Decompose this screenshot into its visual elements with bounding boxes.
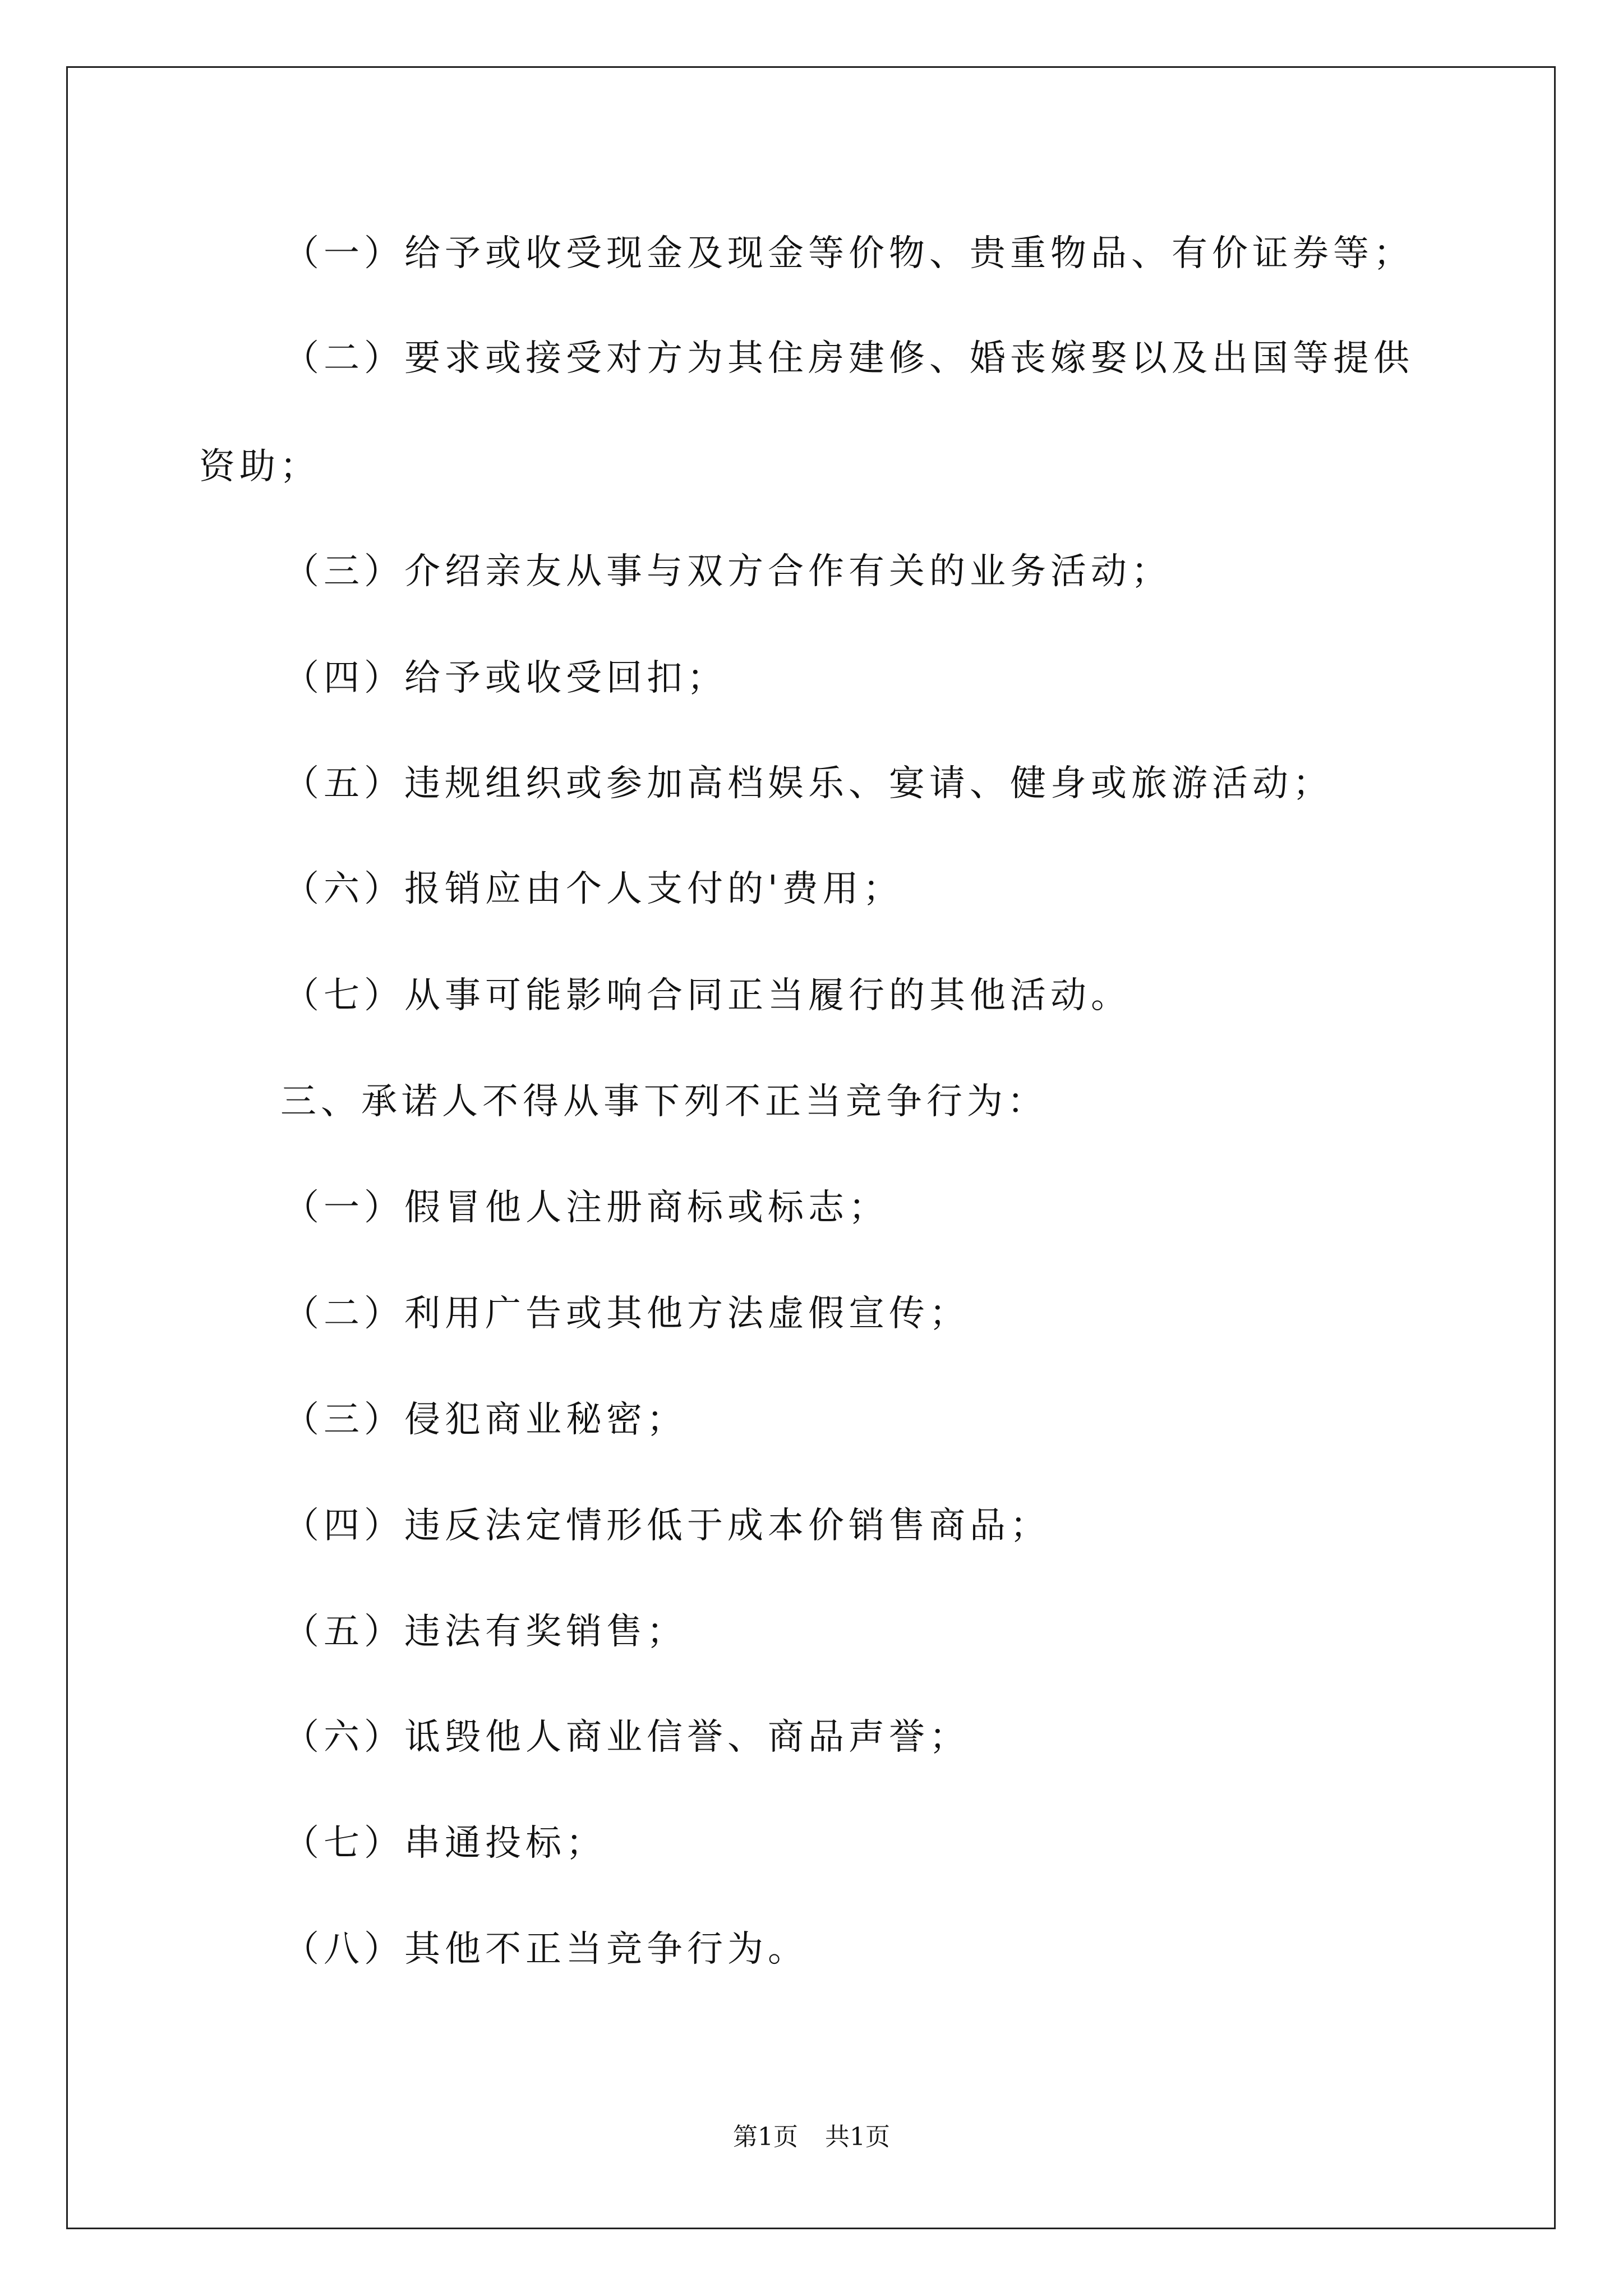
- clause-3-item-4: （四）违反法定情形低于成本价销售商品；: [283, 1505, 1050, 1547]
- page-border: [66, 66, 1556, 2229]
- clause-3-item-2: （二）利用广告或其他方法虚假宣传；: [283, 1293, 970, 1335]
- clause-3-item-1: （一）假冒他人注册商标或标志；: [283, 1187, 889, 1228]
- clause-2-item-7: （七）从事可能影响合同正当履行的其他活动。: [283, 975, 1131, 1016]
- clause-2-item-4: （四）给予或收受回扣；: [283, 657, 727, 699]
- clause-3-item-8: （八）其他不正当竞争行为。: [283, 1929, 808, 1970]
- clause-3-item-5: （五）违法有奖销售；: [283, 1611, 687, 1653]
- clause-3-item-6: （六）诋毁他人商业信誉、商品声誉；: [283, 1717, 970, 1758]
- clause-3-heading: 三、承诺人不得从事下列不正当竞争行为：: [280, 1081, 1048, 1122]
- clause-2-item-3: （三）介绍亲友从事与双方合作有关的业务活动；: [283, 551, 1172, 592]
- clause-2-item-6: （六）报销应由个人支付的'费用；: [283, 868, 903, 910]
- clause-2-item-5: （五）违规组织或参加高档娱乐、宴请、健身或旅游活动；: [283, 763, 1333, 804]
- clause-2-item-1: （一）给予或收受现金及现金等价物、贵重物品、有价证券等；: [283, 233, 1414, 274]
- page-total: 共1页: [825, 2123, 890, 2151]
- clause-3-item-7: （七）串通投标；: [283, 1823, 606, 1864]
- clause-3-item-3: （三）侵犯商业秘密；: [283, 1399, 687, 1441]
- clause-2-item-2: （二）要求或接受对方为其住房建修、婚丧嫁娶以及出国等提供: [283, 338, 1414, 379]
- page-footer: [0, 2125, 1623, 2150]
- clause-2-item-2-continuation: 资助；: [199, 446, 320, 487]
- page-number: 第1页: [733, 2123, 798, 2151]
